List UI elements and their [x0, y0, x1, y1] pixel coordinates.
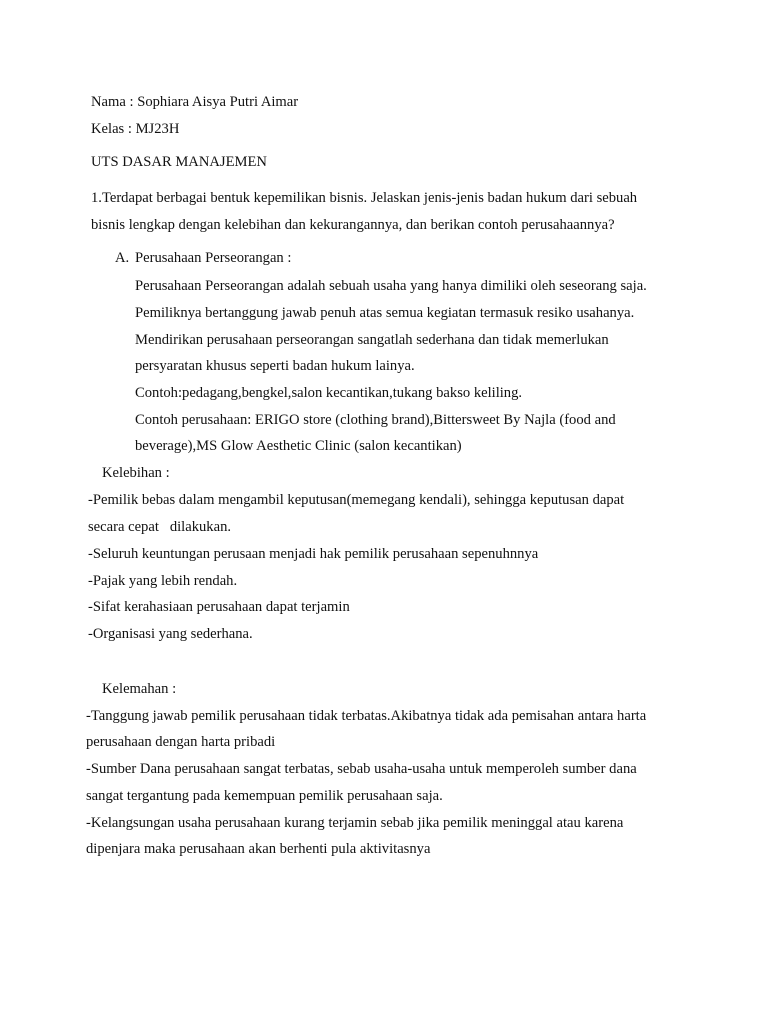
list-marker-a: A.: [115, 250, 130, 266]
kelemahan-line: -Kelangsungan usaha perusahaan kurang terjamin sebab jika pemilik meninggal atau karena: [86, 815, 624, 831]
kelemahan-line: perusahaan dengan harta pribadi: [86, 734, 276, 750]
kelemahan-line: -Sumber Dana perusahaan sangat terbatas, sebab usaha-usaha untuk memperoleh sumber dana: [86, 761, 637, 777]
section-a-line: persyaratan khusus seperti badan hukum lainya.: [135, 358, 415, 374]
question-line-2: bisnis lengkap dengan kelebihan dan kekurangannya, dan berikan contoh perusahaannya?: [91, 217, 615, 233]
kelebihan-heading: Kelebihan :: [102, 465, 170, 481]
section-a-line: Pemiliknya bertanggung jawab penuh atas semua kegiatan termasuk resiko usahanya.: [135, 305, 635, 321]
section-a-line: beverage),MS Glow Aesthetic Clinic (salon kecantikan): [135, 438, 462, 454]
kelebihan-line: -Pajak yang lebih rendah.: [88, 573, 238, 589]
kelebihan-line: -Seluruh keuntungan perusaan menjadi hak pemilik perusahaan sepenuhnnya: [88, 546, 539, 562]
kelemahan-heading: Kelemahan :: [102, 681, 177, 697]
document-title: UTS DASAR MANAJEMEN: [91, 154, 267, 170]
kelemahan-line: dipenjara maka perusahaan akan berhenti pula aktivitasnya: [86, 841, 431, 857]
question-line-1: 1.Terdapat berbagai bentuk kepemilikan bisnis. Jelaskan jenis-jenis badan hukum dari sebuah: [91, 190, 638, 206]
kelebihan-line: -Sifat kerahasiaan perusahaan dapat terjamin: [88, 599, 350, 615]
kelemahan-line: sangat tergantung pada kemempuan pemilik perusahaan saja.: [86, 788, 443, 804]
kelebihan-line: -Pemilik bebas dalam mengambil keputusan(memegang kendali), sehingga keputusan dapat: [88, 492, 625, 508]
section-a-line: Perusahaan Perseorangan adalah sebuah usaha yang hanya dimiliki oleh seseorang saja.: [135, 278, 647, 294]
section-a-line: Mendirikan perusahaan perseorangan sangatlah sederhana dan tidak memerlukan: [135, 332, 609, 348]
kelebihan-line: secara cepat dilakukan.: [88, 519, 232, 535]
kelebihan-line: -Organisasi yang sederhana.: [88, 626, 253, 642]
student-class: Kelas : MJ23H: [91, 121, 180, 137]
section-a-heading: Perusahaan Perseorangan :: [135, 250, 292, 266]
student-name: Nama : Sophiara Aisya Putri Aimar: [91, 94, 299, 110]
section-a-line: Contoh:pedagang,bengkel,salon kecantikan,tukang bakso keliling.: [135, 385, 523, 401]
kelemahan-line: -Tanggung jawab pemilik perusahaan tidak terbatas.Akibatnya tidak ada pemisahan antara harta: [86, 708, 647, 724]
section-a-line: Contoh perusahaan: ERIGO store (clothing brand),Bittersweet By Najla (food and: [135, 412, 616, 428]
